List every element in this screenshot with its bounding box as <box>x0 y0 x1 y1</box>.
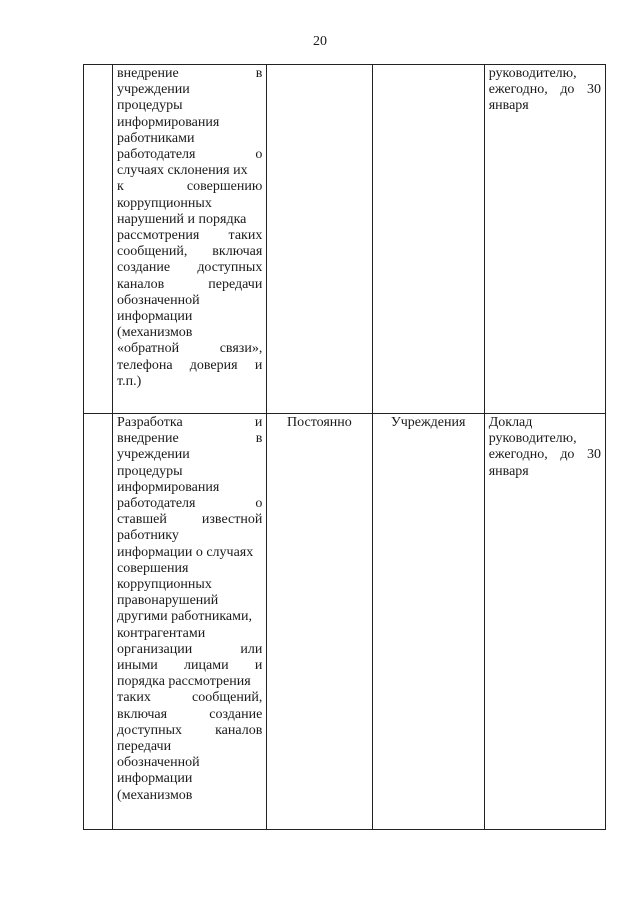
text-line <box>117 642 262 658</box>
text-line <box>117 609 262 625</box>
text-line <box>117 674 262 690</box>
responsible-cell: Учреждения <box>372 414 484 830</box>
text-line <box>489 82 601 98</box>
row-number-cell <box>84 65 113 414</box>
text-word: и <box>254 658 263 674</box>
text-word: таких <box>117 690 151 706</box>
measures-table <box>83 64 606 830</box>
text-word: связи», <box>219 341 263 357</box>
text-word: т.п.) <box>117 373 142 389</box>
text-word: случаях склонения их <box>117 163 248 179</box>
text-word: сообщений, <box>117 244 188 260</box>
text-word: каналов <box>215 722 263 738</box>
text-word: процедуры <box>117 98 183 114</box>
text-line <box>117 115 262 131</box>
text-line <box>117 66 262 82</box>
text-line <box>117 82 262 98</box>
text-word: организации <box>117 641 193 657</box>
text-word: до <box>560 82 575 98</box>
text-word: до <box>560 447 575 463</box>
text-word: обозначенной <box>117 292 200 308</box>
term-cell <box>267 65 372 414</box>
text-word: работнику <box>117 528 179 544</box>
text-word: совершению <box>186 179 263 195</box>
text-word: (механизмов <box>117 325 193 341</box>
text-line <box>489 415 601 431</box>
text-line <box>117 260 262 276</box>
text-word: передачи <box>208 276 263 292</box>
text-line <box>117 212 262 228</box>
text-word: информации <box>117 771 193 787</box>
text-word: руководителю, <box>488 66 577 81</box>
text-line <box>117 374 262 390</box>
text-word: руководителю, <box>488 431 577 447</box>
text-line <box>117 788 262 804</box>
text-line <box>117 480 262 496</box>
text-line <box>117 593 262 609</box>
text-word: таких <box>228 228 263 244</box>
text-word: информирования <box>117 479 220 495</box>
text-word: 30 <box>587 447 601 463</box>
text-word: 30 <box>587 82 601 98</box>
text-word: в <box>255 66 263 81</box>
table-row <box>84 414 606 830</box>
text-word: каналов <box>117 276 165 292</box>
text-line <box>117 163 262 179</box>
text-line <box>117 309 262 325</box>
text-word: ежегодно, <box>488 82 548 98</box>
text-word: правонарушений <box>117 593 219 609</box>
text-word: иными <box>117 658 158 674</box>
text-word: порядка рассмотрения <box>117 674 251 690</box>
text-word: коррупционных <box>117 577 212 593</box>
text-word: создание <box>209 706 263 722</box>
text-word: работниками <box>117 130 195 146</box>
text-line <box>117 325 262 341</box>
text-word: другими работниками, <box>117 609 252 625</box>
text-word: передачи <box>117 739 172 755</box>
text-word: обозначенной <box>117 755 200 771</box>
text-line <box>117 341 262 357</box>
text-word: (механизмов <box>117 787 193 803</box>
text-word: «обратной <box>117 341 180 357</box>
action-cell <box>113 65 267 414</box>
text-word: известной <box>201 512 263 528</box>
text-line <box>117 358 262 374</box>
text-word: телефона <box>117 357 173 373</box>
text-word: о <box>255 496 263 512</box>
text-word: доверия <box>189 357 238 373</box>
text-line <box>117 98 262 114</box>
text-line <box>117 496 262 512</box>
text-word: процедуры <box>117 463 183 479</box>
text-word: доступных <box>197 260 263 276</box>
text-word: и <box>254 415 263 430</box>
row-number-cell <box>84 414 113 830</box>
text-word: в <box>255 431 263 447</box>
text-line <box>117 179 262 195</box>
text-word: ставшей <box>117 512 167 528</box>
text-line <box>117 577 262 593</box>
text-line <box>117 755 262 771</box>
text-line <box>117 707 262 723</box>
action-cell <box>113 414 267 830</box>
text-word: работодателя <box>117 147 196 163</box>
text-word: коррупционных <box>117 195 212 211</box>
report-cell <box>484 65 605 414</box>
text-word: информирования <box>117 114 220 130</box>
text-word: Доклад <box>488 415 533 430</box>
text-word: включая <box>212 244 263 260</box>
text-line <box>117 447 262 463</box>
responsible-cell <box>372 65 484 414</box>
text-line <box>117 293 262 309</box>
text-word: нарушений и порядка <box>117 211 247 227</box>
text-word: внедрение <box>117 431 179 447</box>
text-line <box>117 626 262 642</box>
text-word: рассмотрения <box>117 228 200 244</box>
text-line <box>117 147 262 163</box>
text-word: совершения <box>117 560 189 576</box>
text-line <box>117 415 262 431</box>
report-cell <box>484 414 605 830</box>
text-line <box>489 431 601 447</box>
text-line <box>489 66 601 82</box>
text-line <box>117 739 262 755</box>
text-word: контрагентами <box>117 625 206 641</box>
text-word: работодателя <box>117 496 196 512</box>
text-word: создание <box>117 260 171 276</box>
text-word: января <box>488 463 529 479</box>
text-line <box>117 228 262 244</box>
text-line <box>489 98 601 114</box>
text-word: информации <box>117 309 193 325</box>
text-word: или <box>240 641 263 657</box>
text-line <box>117 196 262 212</box>
page-number: 20 <box>313 34 327 49</box>
text-line <box>117 545 262 561</box>
text-line <box>117 561 262 577</box>
term-cell: Постоянно <box>267 414 372 830</box>
text-word: учреждении <box>117 82 190 98</box>
text-word: ежегодно, <box>488 447 548 463</box>
text-line <box>117 464 262 480</box>
text-line <box>117 690 262 706</box>
text-line <box>117 771 262 787</box>
text-line <box>117 131 262 147</box>
text-line <box>117 512 262 528</box>
text-word: и <box>254 357 263 373</box>
text-word: января <box>488 98 529 114</box>
text-word: о <box>255 147 263 163</box>
text-line <box>117 277 262 293</box>
text-word: сообщений, <box>192 690 263 706</box>
text-line <box>489 447 601 463</box>
text-line <box>117 431 262 447</box>
text-line <box>117 658 262 674</box>
table-row <box>84 65 606 414</box>
text-line <box>117 244 262 260</box>
text-line <box>117 528 262 544</box>
text-word: информации о случаях <box>117 544 254 560</box>
text-line <box>489 464 601 480</box>
text-line <box>117 723 262 739</box>
text-word: включая <box>117 706 168 722</box>
text-word: доступных <box>117 722 183 738</box>
text-word: к <box>117 179 124 195</box>
text-word: Разработка <box>117 415 183 430</box>
text-word: лицами <box>184 658 229 674</box>
text-word: учреждении <box>117 447 190 463</box>
text-word: внедрение <box>117 66 179 81</box>
